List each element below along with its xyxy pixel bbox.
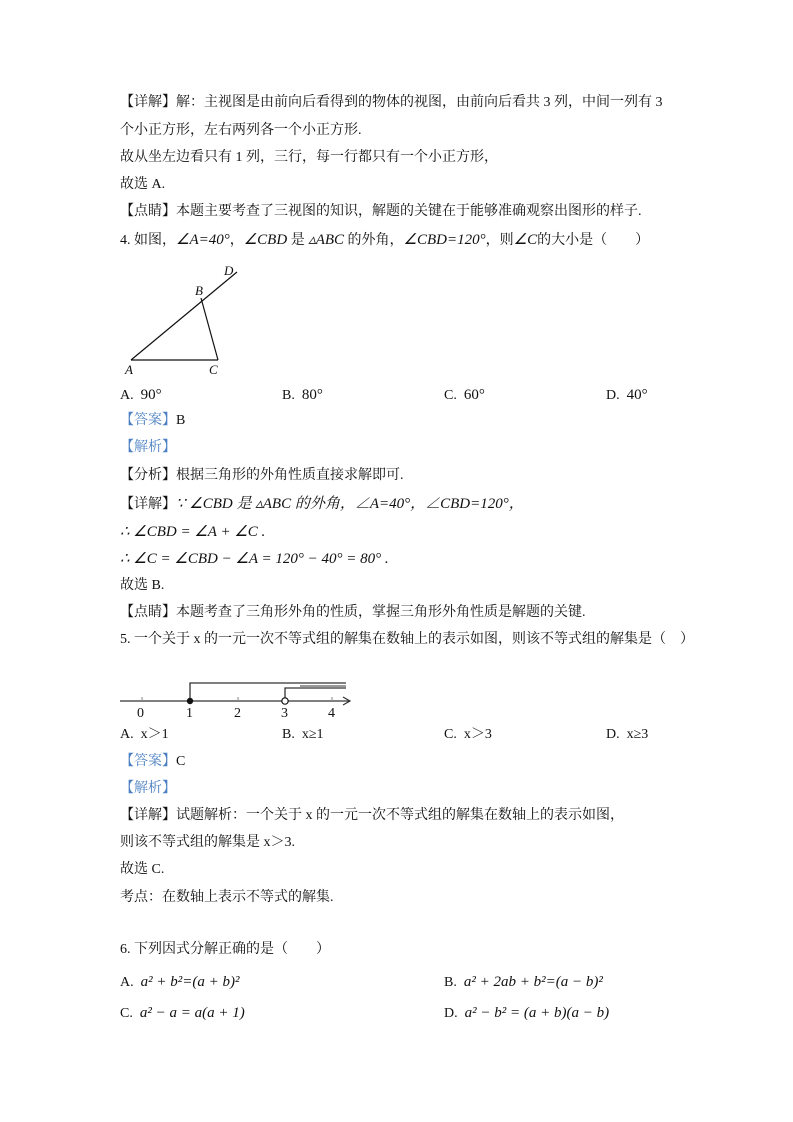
q6-option-c xyxy=(120,1004,245,1023)
option-letter: A. xyxy=(120,388,134,403)
option-value: a² + 2ab + b²=(a − b)² xyxy=(463,974,603,990)
q6-option-a xyxy=(120,973,239,992)
option-value: 90° xyxy=(140,387,162,403)
option-value: x≥3 xyxy=(626,727,649,742)
q4-analysis-tag: 【解析】 xyxy=(120,440,176,455)
option-value: x＞1 xyxy=(140,727,169,742)
fenxi-text: 根据三角形的外角性质直接求解即可. xyxy=(176,468,404,483)
stem-text: 的大小是（ ） xyxy=(537,233,650,248)
option-letter: D. xyxy=(606,727,620,742)
q3-detail-line-3: 故从坐左边看只有 1 列，三行，每一行都只有一个小正方形， xyxy=(120,150,498,165)
tick-label: 0 xyxy=(137,706,144,721)
q5-option-a xyxy=(120,726,169,744)
q5-option-c xyxy=(444,726,492,744)
open-point xyxy=(282,698,288,704)
stem-text: ，则 xyxy=(485,233,514,248)
answer-tag: 【答案】 xyxy=(120,754,176,769)
option-letter: A. xyxy=(120,727,134,742)
tick-label: 4 xyxy=(328,706,335,721)
q3-choose: 故选 A. xyxy=(120,177,166,192)
option-value: a² − b² = (a + b)(a − b) xyxy=(464,1005,610,1021)
tick-label: 1 xyxy=(186,706,193,721)
q5-answer xyxy=(120,753,185,771)
comment-text: 本题考查了三角形外角的性质，掌握三角形外角性质是解题的关键. xyxy=(176,605,586,620)
option-letter: A. xyxy=(120,975,134,990)
label-d: D xyxy=(224,263,234,278)
detail-tag: 【详解】 xyxy=(120,95,176,110)
stem-math: ▵ABC xyxy=(308,232,345,248)
q4-step-1: ∴ ∠CBD = ∠A + ∠C . xyxy=(120,524,266,540)
q6-option-d xyxy=(444,1004,609,1023)
detail-text: ∵ ∠CBD 是 ▵ABC 的外角，∠A=40°，∠CBD=120°， xyxy=(176,496,524,512)
q4-choose: 故选 B. xyxy=(120,578,165,593)
q5-kaodian: 考点：在数轴上表示不等式的解集. xyxy=(120,890,334,905)
option-letter: D. xyxy=(444,1006,458,1021)
option-letter: C. xyxy=(444,388,457,403)
stem-text: ， xyxy=(229,233,244,248)
comment-tag: 【点睛】 xyxy=(120,605,176,620)
stem-math: ∠CBD xyxy=(243,232,288,248)
option-letter: C. xyxy=(120,1006,133,1021)
q5-option-b xyxy=(282,726,324,744)
label-a: A xyxy=(125,362,133,377)
q6-stem: 6. 下列因式分解正确的是（ ） xyxy=(120,942,330,957)
detail-tag: 【详解】 xyxy=(120,497,176,512)
stem-math: ∠A=40° xyxy=(176,232,230,248)
q5-analysis-tag: 【解析】 xyxy=(120,781,176,796)
solution-bracket-x-gt-3 xyxy=(285,688,346,698)
option-letter: D. xyxy=(606,388,620,403)
tick-label: 2 xyxy=(234,706,241,721)
comment-tag: 【点睛】 xyxy=(120,204,176,219)
option-value: 60° xyxy=(463,387,485,403)
label-b: B xyxy=(195,283,203,298)
option-value: a² + b²=(a + b)² xyxy=(140,974,240,990)
detail-text: 试题解析：一个关于 x 的一元一次不等式组的解集在数轴上的表示如图， xyxy=(176,808,624,823)
option-value: x＞3 xyxy=(463,727,492,742)
answer-value: B xyxy=(176,413,186,428)
label-c: C xyxy=(209,362,218,377)
q4-step-2: ∴ ∠C = ∠CBD − ∠A = 120° − 40° = 80° . xyxy=(120,551,389,567)
stem-math: ∠C xyxy=(513,232,538,248)
answer-tag: 【答案】 xyxy=(120,413,176,428)
answer-value: C xyxy=(176,754,186,769)
stem-math: ∠CBD=120° xyxy=(403,232,486,248)
stem-text: 是 xyxy=(287,233,309,248)
option-value: x≥1 xyxy=(301,727,324,742)
detail-text: 解：主视图是由前向后看得到的物体的视图，由前向后看共 3 列，中间一列有 3 xyxy=(176,95,663,110)
q3-detail-line-2: 个小正方形，左右两列各一个小正方形. xyxy=(120,123,362,138)
stem-text: 的外角， xyxy=(344,233,404,248)
q5-detail-2: 则该不等式组的解集是 x＞3. xyxy=(120,835,295,850)
detail-tag: 【详解】 xyxy=(120,808,176,823)
option-letter: B. xyxy=(444,975,457,990)
option-letter: B. xyxy=(282,727,295,742)
comment-text: 本题主要考查了三视图的知识，解题的关键在于能够准确观察出图形的样子. xyxy=(176,204,642,219)
tick-label: 3 xyxy=(281,706,288,721)
q5-detail xyxy=(120,807,624,825)
option-letter: B. xyxy=(282,388,295,403)
option-letter: C. xyxy=(444,727,457,742)
fenxi-tag: 【分析】 xyxy=(120,468,176,483)
option-value: 80° xyxy=(301,387,323,403)
q6-option-b xyxy=(444,973,603,992)
q5-option-d xyxy=(606,726,648,744)
closed-point xyxy=(187,698,193,704)
option-value: 40° xyxy=(626,387,648,403)
q5-stem: 5. 一个关于 x 的一元一次不等式组的解集在数轴上的表示如图，则该不等式组的解集是（ ） xyxy=(120,632,694,647)
stem-text: 4. 如图， xyxy=(120,233,176,248)
option-value: a² − a = a(a + 1) xyxy=(139,1005,245,1021)
q5-choose: 故选 C. xyxy=(120,862,165,877)
